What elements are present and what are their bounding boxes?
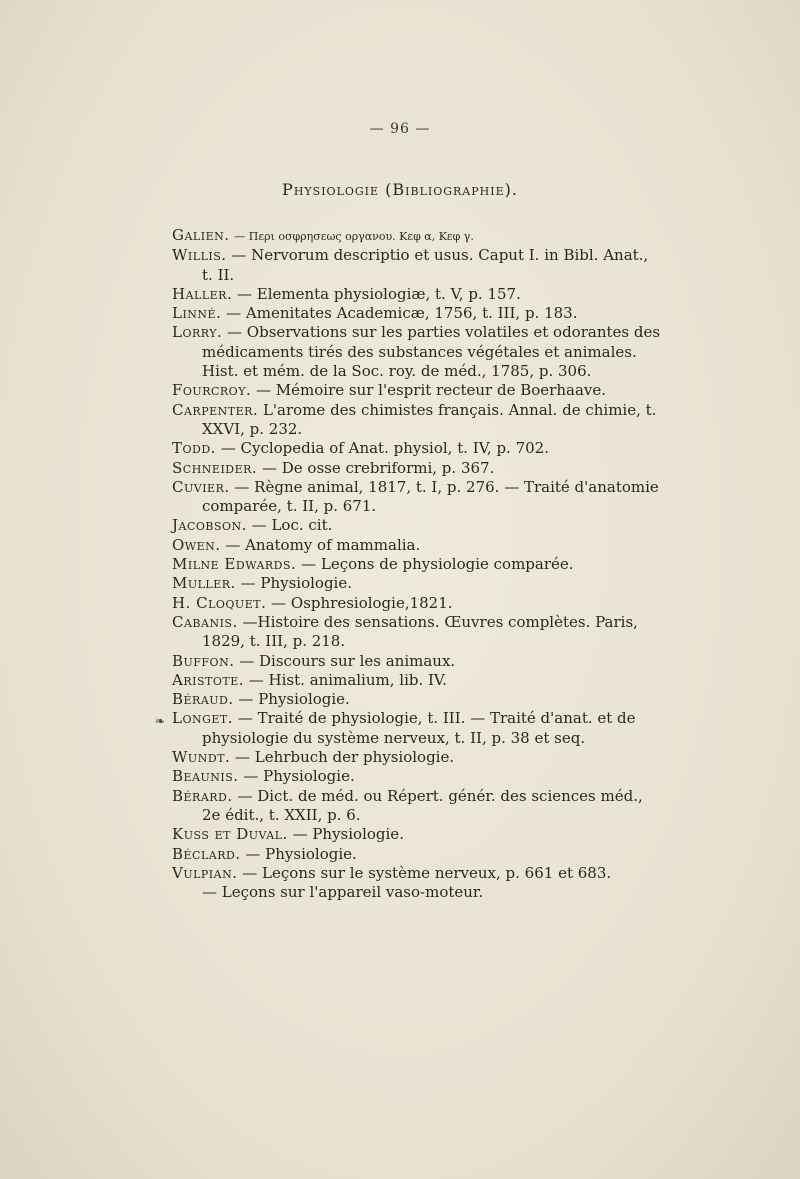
- entry-text: — Loc. cit.: [251, 516, 333, 535]
- entry-text: — Nervorum descriptio et usus. Caput I. in Bibl. Anat., t. II.: [202, 246, 649, 284]
- entry-text: — Leçons sur le système nerveux, p. 661 et 683.: [242, 863, 612, 882]
- entry-text: — Dict. de méd. ou Répert. génér. des sciences méd., 2e édit., t. XXII, p. 6.: [202, 786, 643, 824]
- entry-text: — Règne animal, 1817, t. I, p. 276. — Traité d'anatomie comparée, t. II, p. 671.: [202, 477, 659, 516]
- entry-author: Béraud.: [172, 690, 234, 709]
- entry-author: Cabanis.: [172, 612, 238, 631]
- entry-author: Jacobson.: [172, 516, 247, 535]
- entry-author: Buffon.: [172, 651, 235, 670]
- entry-author: H. Cloquet.: [172, 593, 267, 612]
- bibliography-entry: [172, 613, 662, 652]
- bibliography-entry: [172, 536, 662, 555]
- entry-author: Lorry.: [172, 323, 223, 342]
- entry-text: — Hist. animalium, lib. IV.: [248, 670, 447, 689]
- entry-text: —Histoire des sensations. Œuvres complètes. Paris, 1829, t. III, p. 218.: [202, 612, 638, 651]
- bibliography-entry: [172, 574, 662, 593]
- entry-author: Carpenter.: [172, 400, 259, 419]
- entry-text: — Traité de physiologie, t. III. — Traité d'anat. et de physiologie du système nerveux, t. II, p. 38 et seq.: [202, 709, 636, 747]
- entry-text: — Physiologie.: [238, 690, 350, 709]
- entry-text: — Physiologie.: [245, 844, 357, 863]
- entry-author: Schneider.: [172, 458, 258, 477]
- entry-author: Bérard.: [172, 786, 233, 805]
- entry-text: — Elementa physiologiæ, t. V, p. 157.: [237, 284, 521, 303]
- entry-author: Cuvier.: [172, 477, 230, 496]
- bibliography-entry: [172, 555, 662, 574]
- entry-text: — Physiologie.: [240, 574, 353, 593]
- bibliography-entry: [172, 478, 662, 517]
- entry-author: Owen.: [172, 535, 221, 554]
- bibliography-entry: [172, 709, 662, 748]
- entry-text: — Osphresiologie,1821.: [271, 593, 453, 612]
- bibliography-entry: [172, 594, 662, 613]
- entry-author: Galien.: [172, 226, 230, 244]
- entry-author: Linné.: [172, 304, 222, 323]
- bibliography-entry: [172, 246, 662, 285]
- page-number: — 96 —: [369, 121, 431, 137]
- entry-author: Vulpian.: [172, 863, 238, 882]
- page-heading: Physiologie (Bibliographie).: [282, 180, 518, 199]
- entry-text: L'arome des chimistes français. Annal. de chimie, t. XXVI, p. 232.: [202, 400, 657, 438]
- entry-text: — Leçons de physiologie comparée.: [301, 555, 574, 574]
- bibliography-list: [172, 226, 662, 902]
- entry-author: Milne Edwards.: [172, 555, 297, 574]
- entry-author: Haller.: [172, 284, 233, 303]
- entry-author: Fourcroy.: [172, 381, 252, 400]
- entry-author: Béclard.: [172, 844, 241, 863]
- entry-text: — Observations sur les parties volatiles et odorantes des médicaments tirés des substances végétales et animales. Hist. et mém. de la Soc. roy. de méd., 1785, p. 306.: [202, 323, 661, 381]
- bibliography-entry: [172, 825, 662, 844]
- bibliography-entry: [172, 226, 662, 246]
- entry-text: — De osse crebriformi, p. 367.: [261, 458, 495, 477]
- entry-text: — Anatomy of mammalia.: [225, 535, 421, 554]
- bibliography-entry: [172, 787, 662, 826]
- bibliography-entry: [172, 864, 662, 883]
- bibliography-entry: [172, 459, 662, 478]
- bibliography-entry: [172, 516, 662, 535]
- entry-text: — Cyclopedia of Anat. physiol, t. IV, p. 702.: [220, 439, 549, 458]
- entry-text: — Physiologie.: [243, 767, 355, 786]
- entry-author: Kuss et Duval.: [172, 825, 288, 844]
- entry-text: — Discours sur les animaux.: [239, 651, 456, 670]
- bibliography-entry: [172, 285, 662, 304]
- bibliography-entry: [172, 748, 662, 767]
- bibliography-entry: [172, 845, 662, 864]
- entry-text: — Amenitates Academicæ, 1756, t. III, p. 183.: [226, 304, 578, 323]
- entry-author: Willis.: [172, 246, 227, 265]
- entry-text: — Physiologie.: [292, 825, 404, 844]
- entry-author: Longet.: [172, 709, 234, 728]
- entry-author: Wundt.: [172, 748, 231, 767]
- entry-author: Todd.: [172, 439, 216, 458]
- bibliography-entry: [172, 401, 662, 440]
- entry-text: — Περι οσφρησεως οργανου. Κεφ α, Κεφ γ.: [234, 230, 474, 243]
- bibliography-entry: [172, 767, 662, 786]
- bibliography-entry: [172, 323, 662, 381]
- bibliography-entry: [172, 304, 662, 323]
- entry-continuation: — Leçons sur l'appareil vaso-moteur.: [202, 883, 484, 902]
- bibliography-entry: [172, 690, 662, 709]
- bibliography-entry: [172, 671, 662, 690]
- bibliography-entry: [172, 381, 662, 400]
- entry-author: Beaunis.: [172, 767, 239, 786]
- entry-author: Aristote.: [172, 670, 244, 689]
- margin-mark: ❧: [155, 714, 166, 728]
- entry-text: — Mémoire sur l'esprit recteur de Boerhaave.: [256, 381, 607, 400]
- entry-text: — Lehrbuch der physiologie.: [235, 748, 455, 767]
- bibliography-entry: [172, 652, 662, 671]
- bibliography-entry: [172, 439, 662, 458]
- entry-author: Muller.: [172, 574, 236, 593]
